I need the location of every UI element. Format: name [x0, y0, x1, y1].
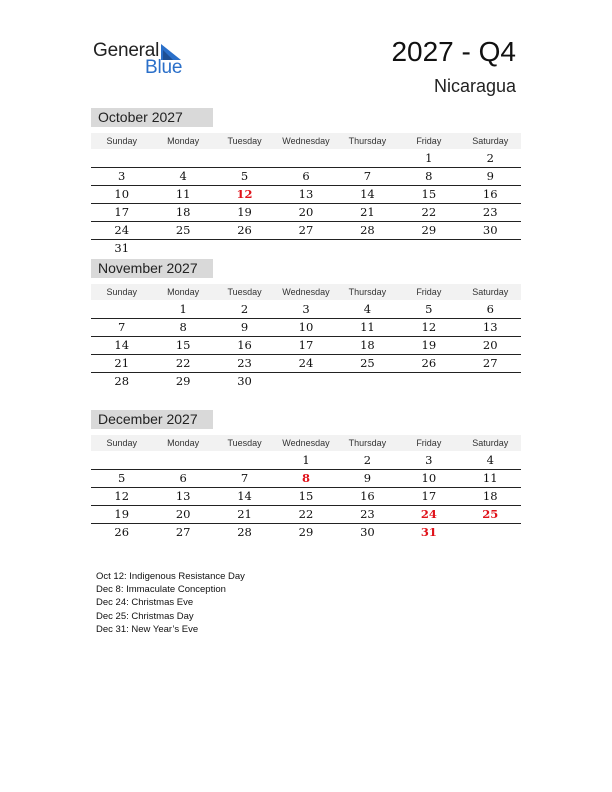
week-row [91, 222, 521, 240]
week-row [91, 373, 521, 390]
date-cell [275, 240, 336, 257]
date-cell: 30 [360, 525, 375, 539]
weekday-label: Tuesday [227, 438, 262, 448]
holiday-date-cell: 24 [420, 507, 437, 521]
date-cell: 22 [421, 205, 437, 219]
date-cell: 13 [482, 320, 498, 334]
date-cell: 1 [302, 453, 310, 467]
week-row [91, 524, 521, 541]
date-cell: 28 [360, 223, 375, 237]
week-row [91, 240, 521, 257]
date-cell: 14 [237, 489, 252, 503]
month-label: November 2027 [91, 259, 213, 278]
date-cell: 16 [237, 338, 252, 352]
week-row [91, 355, 521, 373]
weekday-label: Monday [167, 438, 200, 448]
date-cell [337, 373, 398, 390]
week-row [91, 470, 521, 488]
date-cell: 7 [363, 169, 372, 183]
week-row [91, 488, 521, 506]
date-cell: 5 [425, 302, 433, 316]
date-cell [214, 452, 275, 469]
month-label: October 2027 [91, 108, 213, 127]
date-cell [152, 150, 213, 167]
date-cell: 23 [360, 507, 375, 521]
date-cell [398, 373, 459, 390]
week-row [91, 204, 521, 222]
date-cell [152, 240, 213, 257]
date-cell [460, 240, 521, 257]
date-cell: 7 [240, 471, 249, 485]
date-cell [398, 240, 459, 257]
weekday-label: Thursday [348, 136, 387, 146]
date-cell [275, 150, 336, 167]
week-row [91, 186, 521, 204]
date-cell: 9 [240, 320, 249, 334]
week-row [91, 319, 521, 337]
date-cell: 21 [360, 205, 375, 219]
date-cell: 16 [360, 489, 375, 503]
holiday-date-cell: 25 [482, 507, 499, 521]
date-cell: 30 [237, 374, 252, 388]
holiday-note: Dec 25: Christmas Day [96, 610, 194, 622]
weekday-label: Thursday [348, 438, 387, 448]
date-cell: 30 [482, 223, 498, 237]
date-cell: 28 [237, 525, 252, 539]
date-cell: 3 [425, 453, 433, 467]
holiday-note: Oct 12: Indigenous Resistance Day [96, 571, 245, 582]
logo-text-general: General [93, 40, 160, 61]
date-cell: 18 [175, 205, 191, 219]
date-cell: 11 [482, 471, 498, 485]
page-title: 2027 - Q4 [391, 36, 516, 67]
weekday-label: Saturday [472, 287, 509, 297]
weekday-label: Monday [167, 287, 200, 297]
country-name: Nicaragua [433, 76, 516, 96]
date-cell: 19 [421, 338, 437, 352]
holiday-date-cell: 8 [301, 471, 310, 485]
week-row [91, 337, 521, 355]
date-cell: 28 [114, 374, 130, 388]
date-cell: 26 [421, 356, 437, 370]
date-cell: 14 [114, 338, 130, 352]
week-row [91, 301, 521, 319]
weekday-label: Wednesday [282, 438, 330, 448]
date-cell: 11 [175, 187, 191, 201]
date-cell: 17 [298, 338, 314, 352]
date-cell [91, 452, 152, 469]
logo-text-blue: Blue [145, 57, 183, 78]
holiday-note: Dec 8: Immaculate Conception [96, 584, 226, 596]
date-cell: 26 [237, 223, 252, 237]
date-cell: 12 [114, 489, 130, 503]
date-cell: 23 [237, 356, 252, 370]
week-row [91, 506, 521, 524]
calendar-month-october [91, 108, 521, 257]
date-cell: 4 [179, 169, 187, 183]
date-cell: 26 [114, 525, 130, 539]
date-cell: 20 [298, 205, 314, 219]
date-cell: 6 [179, 471, 187, 485]
holiday-notes [96, 570, 245, 636]
weekday-label: Saturday [472, 136, 509, 146]
date-cell: 14 [360, 187, 375, 201]
date-cell [91, 150, 152, 167]
date-cell [337, 240, 398, 257]
holiday-date-cell: 12 [236, 187, 253, 201]
date-cell: 18 [482, 489, 498, 503]
generalblue-logo [93, 40, 193, 80]
date-cell [275, 373, 336, 390]
date-cell: 7 [118, 320, 126, 334]
date-cell: 2 [363, 453, 372, 467]
date-cell: 13 [175, 489, 191, 503]
date-cell: 29 [421, 223, 437, 237]
weekday-header-row [91, 133, 521, 149]
date-cell: 21 [237, 507, 252, 521]
date-cell [214, 150, 275, 167]
date-cell [460, 373, 521, 390]
date-cell: 5 [118, 471, 126, 485]
date-cell [91, 301, 152, 318]
weekday-label: Monday [167, 136, 200, 146]
month-label: December 2027 [91, 410, 213, 429]
date-cell: 21 [114, 356, 130, 370]
date-cell: 4 [363, 302, 372, 316]
holiday-note: Dec 31: New Year’s Eve [96, 623, 199, 635]
weekday-label: Sunday [106, 136, 137, 146]
date-cell: 2 [486, 151, 494, 165]
weekday-label: Saturday [472, 438, 509, 448]
weekday-label: Sunday [106, 287, 137, 297]
date-cell: 4 [486, 453, 494, 467]
date-cell: 23 [482, 205, 498, 219]
date-cell: 15 [421, 187, 437, 201]
weekday-header-row [91, 284, 521, 300]
date-cell: 22 [175, 356, 191, 370]
date-cell: 12 [421, 320, 437, 334]
date-cell [337, 150, 398, 167]
weekday-label: Tuesday [227, 136, 262, 146]
date-cell: 25 [360, 356, 375, 370]
date-cell: 19 [237, 205, 252, 219]
date-cell: 24 [114, 223, 130, 237]
date-cell: 9 [363, 471, 372, 485]
date-cell: 16 [482, 187, 498, 201]
week-row [91, 150, 521, 168]
date-cell [214, 240, 275, 257]
holiday-note: Dec 24: Christmas Eve [96, 597, 194, 609]
weekday-label: Wednesday [282, 287, 330, 297]
date-cell: 3 [118, 169, 126, 183]
date-cell: 15 [175, 338, 191, 352]
date-cell [460, 524, 521, 541]
date-cell: 2 [240, 302, 249, 316]
date-cell: 19 [114, 507, 130, 521]
calendar-month-november [91, 259, 521, 390]
date-cell: 11 [360, 320, 375, 334]
date-cell: 20 [175, 507, 191, 521]
date-cell: 27 [175, 525, 191, 539]
weekday-label: Wednesday [282, 136, 330, 146]
date-cell: 1 [425, 151, 433, 165]
weekday-label: Sunday [106, 438, 137, 448]
date-cell: 24 [298, 356, 314, 370]
weekday-label: Friday [416, 136, 442, 146]
weekday-header-row [91, 435, 521, 451]
weekday-label: Friday [416, 287, 442, 297]
calendar-month-december [91, 410, 521, 541]
weekday-label: Friday [416, 438, 442, 448]
date-cell: 17 [114, 205, 130, 219]
date-cell: 20 [482, 338, 498, 352]
date-cell: 15 [298, 489, 314, 503]
date-cell: 18 [360, 338, 375, 352]
date-cell: 3 [302, 302, 310, 316]
date-cell: 5 [240, 169, 249, 183]
date-cell: 29 [298, 525, 314, 539]
date-cell: 13 [298, 187, 314, 201]
date-cell: 1 [179, 302, 187, 316]
date-cell: 10 [421, 471, 437, 485]
date-cell: 10 [298, 320, 314, 334]
date-cell: 8 [179, 320, 187, 334]
date-cell: 25 [175, 223, 191, 237]
week-row [91, 452, 521, 470]
date-cell: 17 [421, 489, 437, 503]
date-cell: 10 [114, 187, 130, 201]
date-cell: 6 [302, 169, 310, 183]
date-cell [152, 452, 213, 469]
weekday-label: Tuesday [227, 287, 262, 297]
date-cell: 6 [486, 302, 494, 316]
week-row [91, 168, 521, 186]
weekday-label: Thursday [348, 287, 387, 297]
date-cell: 8 [425, 169, 433, 183]
date-cell: 29 [175, 374, 191, 388]
date-cell: 31 [114, 241, 130, 255]
holiday-date-cell: 31 [420, 525, 437, 539]
date-cell: 22 [298, 507, 314, 521]
date-cell: 27 [482, 356, 498, 370]
date-cell: 27 [298, 223, 314, 237]
date-cell: 9 [486, 169, 494, 183]
